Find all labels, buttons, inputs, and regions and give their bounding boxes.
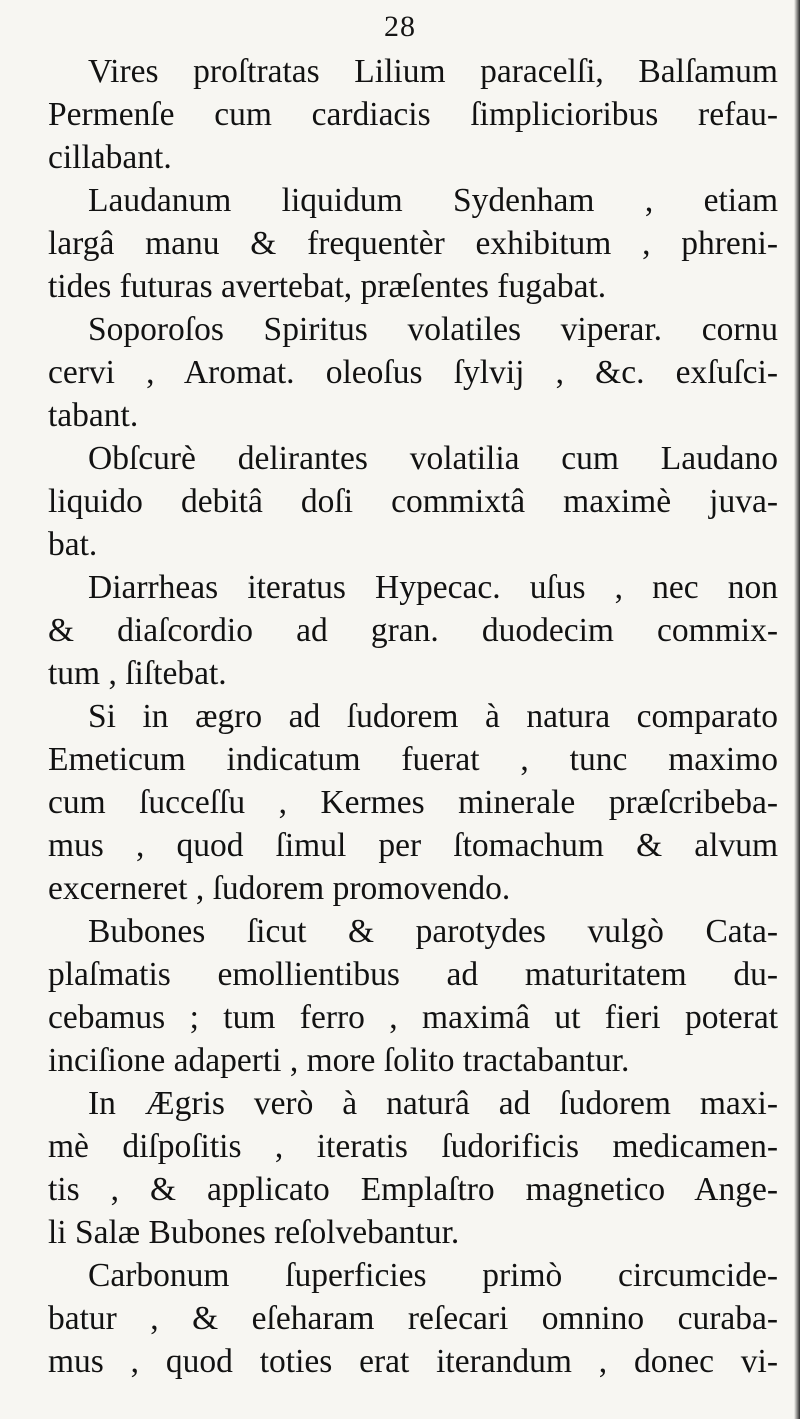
text-line: mus , quod toties erat iterandum , donec vi- — [48, 1343, 778, 1380]
paragraph-7 — [48, 910, 778, 1082]
text-line: largâ manu & frequentèr exhibitum , phreni- — [48, 225, 778, 262]
text-line: tis , & applicato Emplaſtro magnetico Ange- — [48, 1171, 778, 1208]
text-line: Carbonum ſuperficies primò circumcide- — [88, 1257, 778, 1294]
text-line: excerneret , ſudorem promovendo. — [48, 870, 511, 907]
body-text — [48, 50, 778, 1383]
text-line: Emeticum indicatum fuerat , tunc maximo — [48, 741, 778, 778]
text-line: In Ægris verò à naturâ ad ſudorem maxi- — [88, 1085, 778, 1122]
text-line: & diaſcordio ad gran. duodecim commix- — [48, 612, 778, 649]
paragraph-2 — [48, 179, 778, 308]
paragraph-3 — [48, 308, 778, 437]
text-line: Obſcurè delirantes volatilia cum Laudano — [88, 440, 778, 477]
text-line: mè diſpoſitis , iteratis ſudorificis medicamen- — [48, 1128, 778, 1165]
text-line: liquido debitâ doſi commixtâ maximè juva- — [48, 483, 778, 520]
text-line: mus , quod ſimul per ſtomachum & alvum — [48, 827, 778, 864]
text-line: Soporoſos Spiritus volatiles viperar. cornu — [88, 311, 778, 348]
text-line: tides futuras avertebat, præſentes fugabat. — [48, 268, 607, 305]
text-line: tabant. — [48, 397, 139, 434]
text-line: cervi , Aromat. oleoſus ſylvij , &c. exſuſci- — [48, 354, 778, 391]
paragraph-8 — [48, 1082, 778, 1254]
text-line: Bubones ſicut & parotydes vulgò Cata- — [88, 913, 778, 950]
text-line: cebamus ; tum ferro , maximâ ut fieri poterat — [48, 999, 778, 1036]
page-number: 28 — [384, 10, 416, 43]
page-edge-shadow — [794, 0, 800, 1419]
paragraph-1 — [48, 50, 778, 179]
text-line: li Salæ Bubones reſolvebantur. — [48, 1214, 460, 1251]
text-line: Diarrheas iteratus Hypecac. uſus , nec non — [88, 569, 778, 606]
text-line: tum , ſiſtebat. — [48, 655, 227, 692]
text-line: cum ſucceſſu , Kermes minerale præſcribeba- — [48, 784, 778, 821]
text-line: cillabant. — [48, 139, 172, 176]
text-line: Laudanum liquidum Sydenham , etiam — [88, 182, 778, 219]
text-line: bat. — [48, 526, 98, 563]
paragraph-9 — [48, 1254, 778, 1383]
text-line: inciſione adaperti , more ſolito tractabantur. — [48, 1042, 630, 1079]
text-line: batur , & eſeharam reſecari omnino curaba- — [48, 1300, 778, 1337]
text-line: Si in ægro ad ſudorem à natura comparato — [88, 698, 778, 735]
text-line: plaſmatis emollientibus ad maturitatem du- — [48, 956, 778, 993]
paragraph-4 — [48, 437, 778, 566]
text-line: Permenſe cum cardiacis ſimplicioribus refau- — [48, 96, 778, 133]
text-line: Vires proſtratas Lilium paracelſi, Balſamum — [88, 53, 778, 90]
paragraph-6 — [48, 695, 778, 910]
paragraph-5 — [48, 566, 778, 695]
